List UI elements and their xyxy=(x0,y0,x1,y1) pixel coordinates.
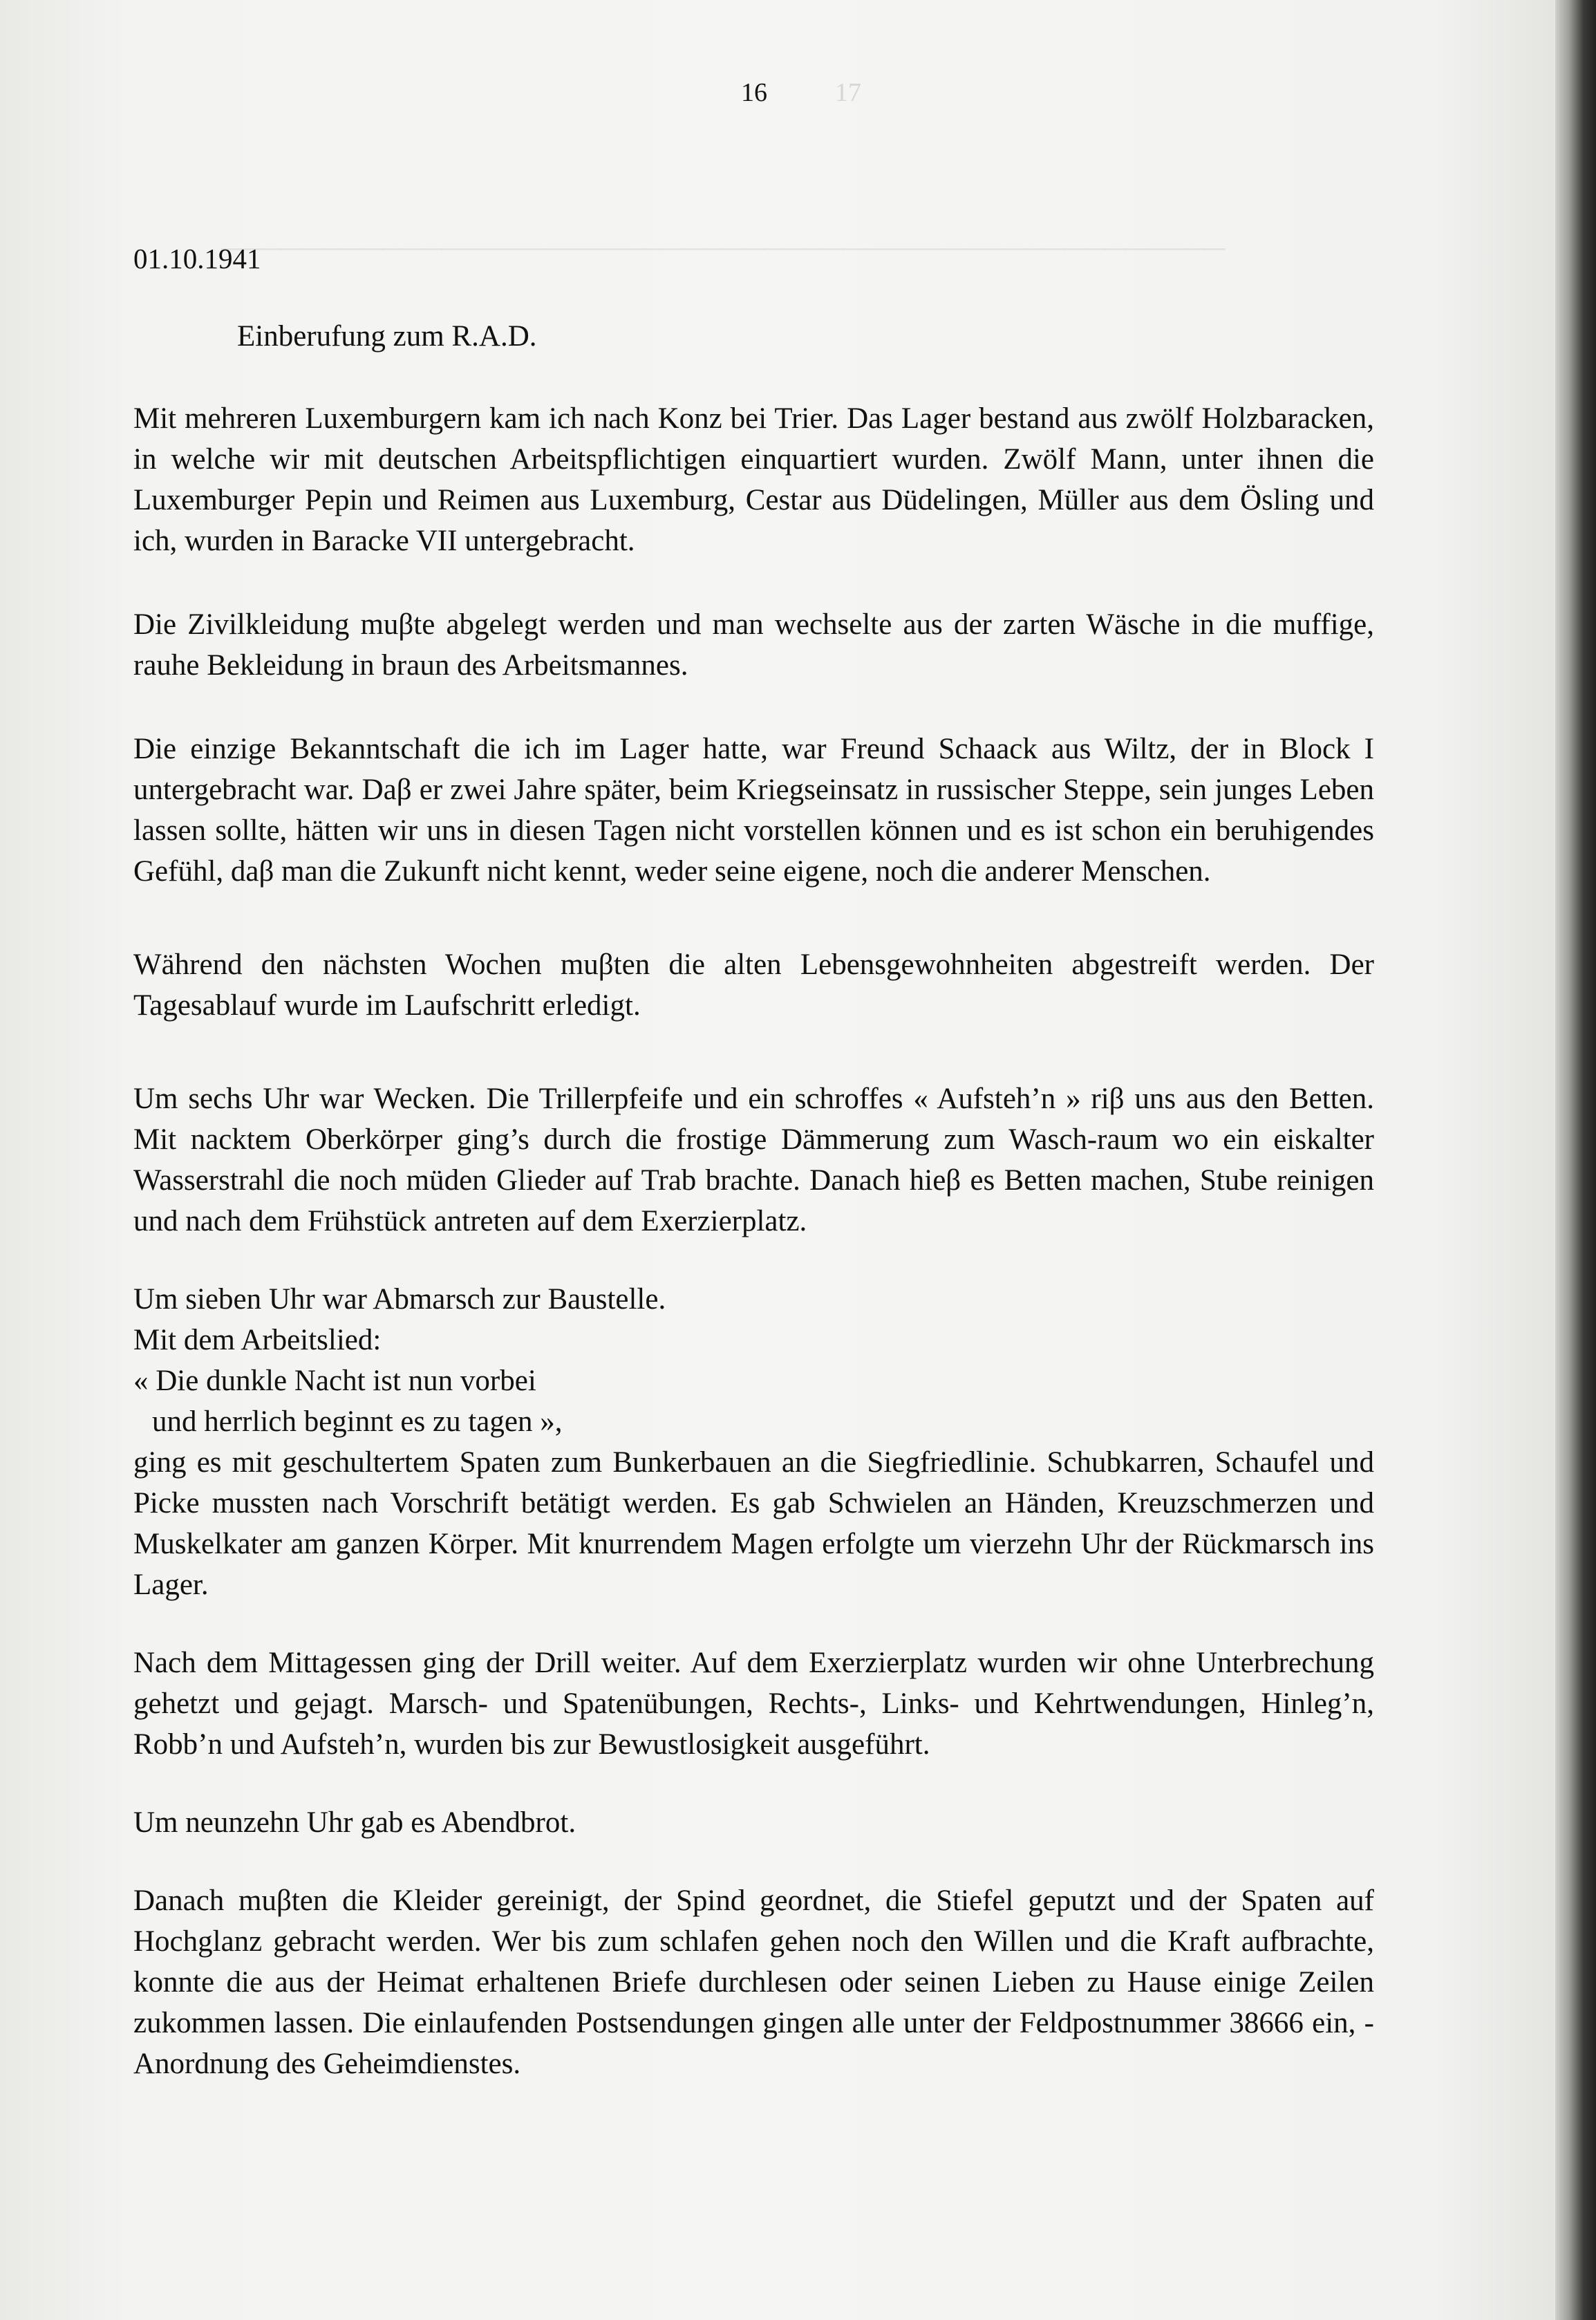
song-line-2: und herrlich beginnt es zu tagen », xyxy=(152,1405,563,1438)
arbeitslied-line: Mit dem Arbeitslied: xyxy=(133,1324,382,1356)
entry-heading: Einberufung zum R.A.D. xyxy=(237,320,537,353)
paragraph-abendbrot: Um neunzehn Uhr gab es Abendbrot. xyxy=(133,1806,576,1839)
paragraph-lebensgewohnheiten: Während den nächsten Wochen muβten die alten Lebensgewohnheiten abgestreift werden. Der Tagesablauf wurde im Laufschritt erledigt. xyxy=(133,948,1374,1022)
paragraph-wecken: Um sechs Uhr war Wecken. Die Trillerpfeife und ein schroffes « Aufsteh’n » riβ uns aus den Betten. Mit nacktem Oberkörper ging’s durch die frostige Dämmerung zum Wasch-raum wo ein eiskalter Wasserstrahl die noch müden Glieder auf Trab brachte. Danach hieβ es Betten machen, Stube reinigen und nach dem Frühstück antreten auf dem Exerzierplatz. xyxy=(133,1083,1374,1237)
bunkerbau-text: ging es mit geschultertem Spaten zum Bunkerbauen an die Siegfriedlinie. Schubkarren, Schaufel und Picke mussten nach Vorschrift betätigt werden. Es gab Schwielen an Händen, Kreuzschmerzen und Muskelkater am ganzen Körper. Mit knurrendem Magen erfolgte um vierzehn Uhr der Rückmarsch ins Lager. xyxy=(133,1446,1374,1601)
paragraph-drill: Nach dem Mittagessen ging der Drill weiter. Auf dem Exerzierplatz wurden wir ohne Unterbrechung gehetzt und gejagt. Marsch- und Spatenübungen, Rechts-, Links- und Kehrtwendungen, Hinleg’n, Robb’n und Aufsteh’n, wurden bis zur Bewustlosigkeit ausgeführt. xyxy=(133,1647,1374,1761)
abmarsch-line: Um sieben Uhr war Abmarsch zur Baustelle. xyxy=(133,1283,666,1316)
paragraph-feldpost: Danach muβten die Kleider gereinigt, der Spind geordnet, die Stiefel geputzt und der Spaten auf Hochglanz gebracht werden. Wer bis zum schlafen gehen noch den Willen und die Kraft aufbrachte, konnte die aus der Heimat erhaltenen Briefe durchlesen oder seinen Lieben zu Hause einige Zeilen zukommen lassen. Die einlaufenden Postsendungen gingen alle unter der Feldpostnummer 38666 ein, - Anordnung des Geheimdienstes. xyxy=(133,1884,1374,2080)
page-number-bleed-through: 17 xyxy=(835,78,861,107)
song-line-1: « Die dunkle Nacht ist nun vorbei xyxy=(133,1365,536,1397)
body-text xyxy=(133,398,1374,2084)
page-number: 16 xyxy=(741,78,767,107)
bleed-through-texture: ────────────────────────────────────────────────── xyxy=(221,232,1226,264)
page-binding-edge xyxy=(1555,0,1596,2320)
entry-date: 01.10.1941 xyxy=(133,243,261,274)
paragraph-kleidung: Die Zivilkleidung muβte abgelegt werden und man wechselte aus der zarten Wäsche in die muffige, rauhe Bekleidung in braun des Arbeitsmannes. xyxy=(133,608,1374,682)
paragraph-abmarsch xyxy=(133,1279,1374,1605)
paragraph-schaack: Die einzige Bekanntschaft die ich im Lager hatte, war Freund Schaack aus Wiltz, der in Block I untergebracht war. Daβ er zwei Jahre später, beim Kriegseinsatz in russischer Steppe, sein junges Leben lassen sollte, hätten wir uns in diesen Tagen nicht vorstellen können und es ist schon ein beruhigendes Gefühl, daβ man die Zukunft nicht kennt, weder seine eigene, noch die anderer Menschen. xyxy=(133,733,1374,888)
paragraph-lager: Mit mehreren Luxemburgern kam ich nach Konz bei Trier. Das Lager bestand aus zwölf Holzbaracken, in welche wir mit deutschen Arbeitspflichtigen einquartiert wurden. Zwölf Mann, unter ihnen die Luxemburger Pepin und Reimen aus Luxemburg, Cestar aus Düdelingen, Müller aus dem Ösling und ich, wurden in Baracke VII untergebracht. xyxy=(133,402,1374,557)
